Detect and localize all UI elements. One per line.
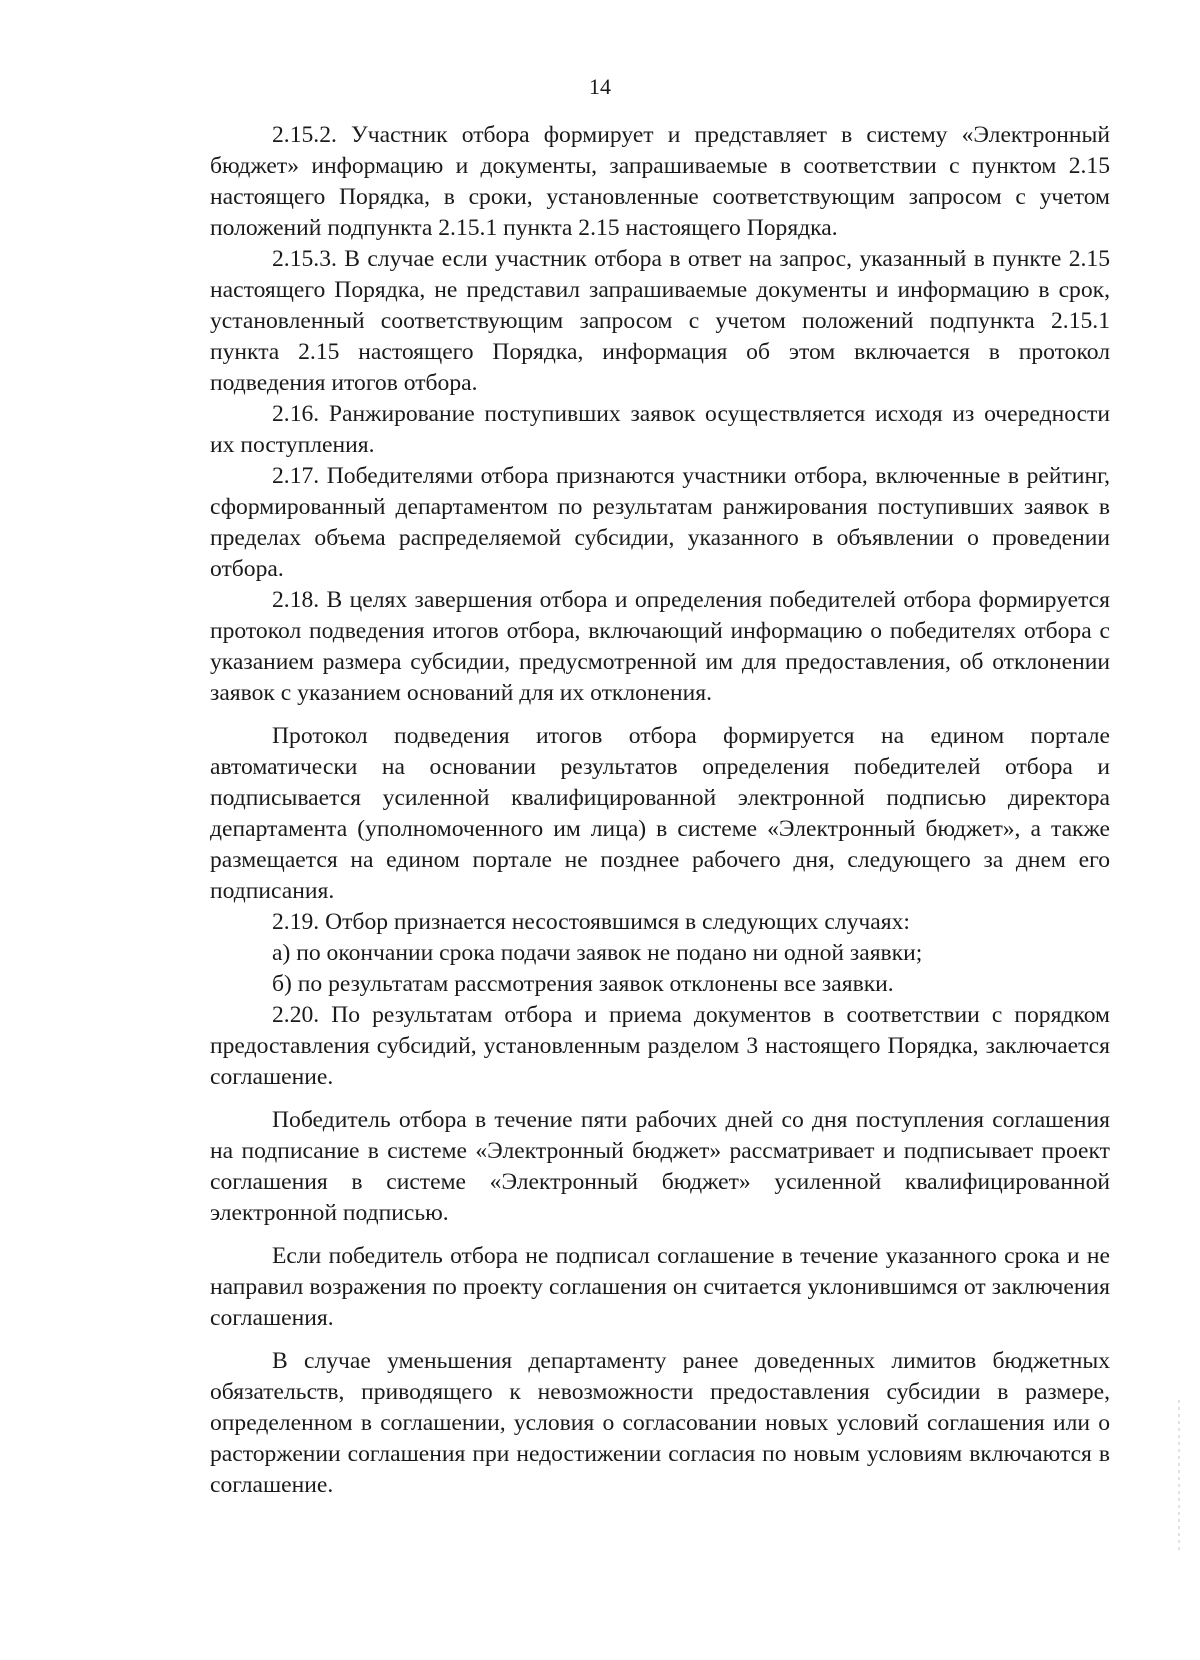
paragraph-protocol: Протокол подведения итогов отбора формируется на едином портале автоматически на основании результатов определения победителей отбора и подписывается усиленной квалифицированной электронной подписью директора департамента (уполномоченного им лица) в системе «Электронный бюджет», а также размещается на едином портале не позднее рабочего дня, следующего за днем его подписания. [210,723,1110,904]
paragraph-2-19-a: а) по окончании срока подачи заявок не подано ни одной заявки; [272,940,923,966]
paragraph-2-15-2: 2.15.2. Участник отбора формирует и представляет в систему «Электронный бюджет» информацию и документы, запрашиваемые в соответствии с пунктом 2.15 настоящего Порядка, в сроки, установленные соответствующим запросом с учетом положений подпункта 2.15.1 пункта 2.15 настоящего Порядка. [210,122,1110,241]
paragraph-2-18: 2.18. В целях завершения отбора и определения победителей отбора формируется протокол подведения итогов отбора, включающий информацию о победителях отбора с указанием размера субсидии, предусмотренной им для предоставления, об отклонении заявок с указанием оснований для их отклонения. [210,587,1110,706]
scan-margin-artifact [1178,1400,1180,1550]
paragraph-2-20: 2.20. По результатам отбора и приема документов в соответствии с порядком предоставления субсидий, установленным разделом 3 настоящего Порядка, заключается соглашение. [210,1002,1110,1090]
paragraph-limits-reduction: В случае уменьшения департаменту ранее доведенных лимитов бюджетных обязательств, приводящего к невозможности предоставления субсидии в размере, определенном в соглашении, условия о согласовании новых условий соглашения или о расторжении соглашения при недостижении согласия по новым условиям включаются в соглашение. [210,1348,1110,1498]
paragraph-2-15-3: 2.15.3. В случае если участник отбора в ответ на запрос, указанный в пункте 2.15 настоящего Порядка, не представил запрашиваемые документы и информацию в срок, установленный соответствующим запросом с учетом положений подпункта 2.15.1 пункта 2.15 настоящего Порядка, информация об этом включается в протокол подведения итогов отбора. [210,246,1110,396]
page-number: 14 [589,74,611,99]
paragraph-2-16: 2.16. Ранжирование поступивших заявок осуществляется исходя из очередности их поступления. [210,401,1110,458]
paragraph-2-17: 2.17. Победителями отбора признаются участники отбора, включенные в рейтинг, сформированный департаментом по результатам ранжирования поступивших заявок в пределах объема распределяемой субсидии, указанного в объявлении о проведении отбора. [210,463,1110,582]
paragraph-2-19-b: б) по результатам рассмотрения заявок отклонены все заявки. [272,971,894,997]
paragraph-winner-signs: Победитель отбора в течение пяти рабочих дней со дня поступления соглашения на подписание в системе «Электронный бюджет» рассматривает и подписывает проект соглашения в системе «Электронный бюджет» усиленной квалифицированной электронной подписью. [210,1107,1110,1226]
paragraph-2-19: 2.19. Отбор признается несостоявшимся в следующих случаях: [272,909,910,935]
paragraph-winner-evades: Если победитель отбора не подписал соглашение в течение указанного срока и не направил возражения по проекту соглашения он считается уклонившимся от заключения соглашения. [210,1243,1110,1331]
document-body [210,120,1110,1501]
